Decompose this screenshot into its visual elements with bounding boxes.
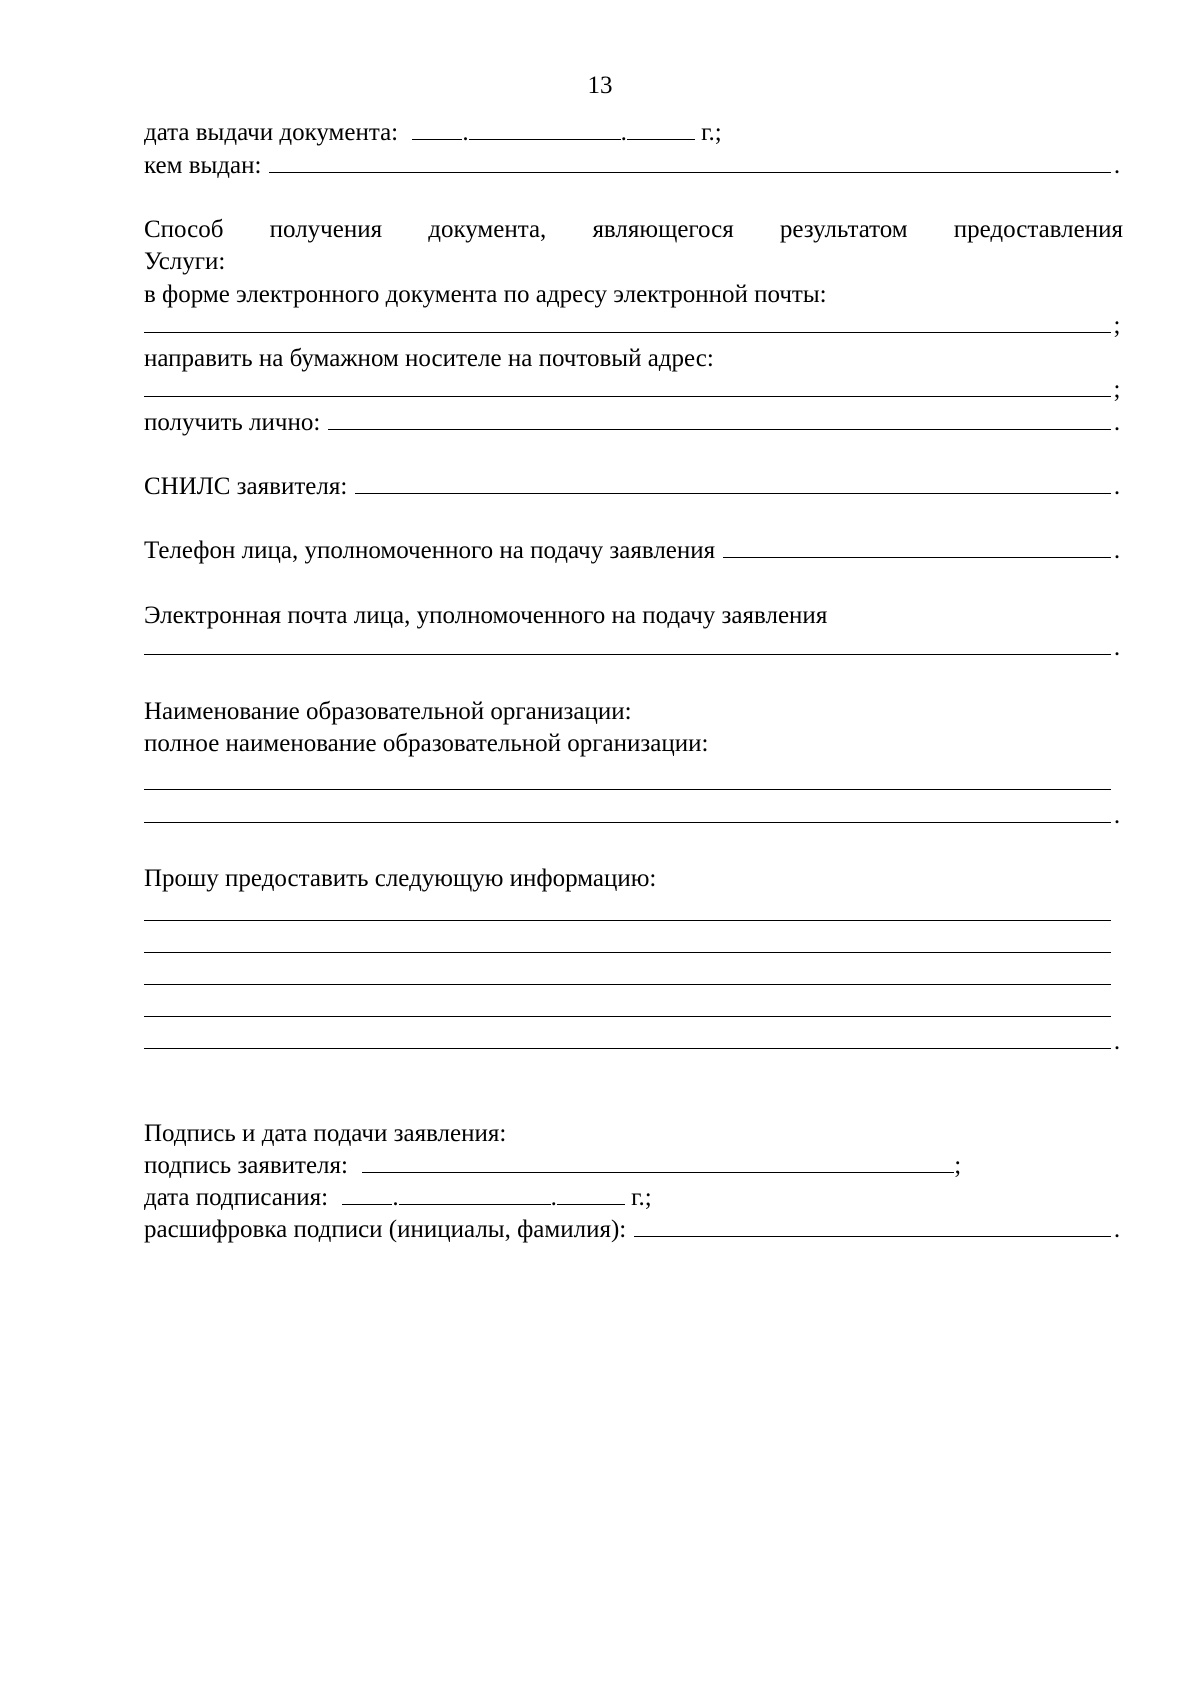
issued-by-field[interactable] [269, 150, 1111, 173]
personal-delivery-line: получить лично: . [144, 407, 1123, 439]
sign-date-suffix: г.; [631, 1184, 652, 1211]
signature-decode-field[interactable] [634, 1214, 1111, 1237]
snils-label: СНИЛС заявителя: [144, 473, 348, 500]
org-name-line-2: . [144, 800, 1123, 832]
issue-month-field[interactable] [469, 117, 621, 140]
org-full-label: полное наименование образовательной организации: [144, 730, 709, 757]
sign-day-field[interactable] [342, 1182, 392, 1205]
auth-email-field[interactable] [144, 632, 1111, 655]
auth-email-line: . [144, 632, 1123, 664]
org-heading: Наименование образовательной организации: [144, 698, 632, 725]
auth-email-label: Электронная почта лица, уполномоченного на подачу заявления [144, 602, 828, 629]
request-label: Прошу предоставить следующую информацию: [144, 865, 657, 892]
request-line-2 [144, 930, 1123, 962]
request-field-2[interactable] [144, 930, 1111, 953]
email-delivery-field[interactable] [144, 310, 1111, 333]
issue-date-label: дата выдачи документа: [144, 119, 399, 146]
snils-line: СНИЛС заявителя: . [144, 471, 1123, 503]
paper-delivery-label: направить на бумажном носителе на почтовый адрес: [144, 345, 714, 372]
delivery-heading: Способ получения документа, являющегося результатом предоставления [144, 216, 1123, 243]
request-line-3 [144, 962, 1123, 994]
issued-by-label: кем выдан: [144, 152, 262, 179]
delivery-heading-cont: Услуги: [144, 248, 226, 275]
email-delivery-label: в форме электронного документа по адресу электронной почты: [144, 281, 827, 308]
signature-decode-line: расшифровка подписи (инициалы, фамилия): . [144, 1214, 1123, 1246]
request-line-5: . [144, 1026, 1123, 1058]
request-field-1[interactable] [144, 898, 1111, 921]
personal-delivery-label: получить лично: [144, 409, 321, 436]
personal-delivery-field[interactable] [328, 407, 1111, 430]
sign-date-label: дата подписания: [144, 1184, 329, 1211]
org-name-field-2[interactable] [144, 800, 1111, 823]
org-name-field-1[interactable] [144, 767, 1111, 790]
request-field-5[interactable] [144, 1026, 1111, 1049]
org-name-line-1 [144, 767, 1123, 799]
snils-field[interactable] [355, 471, 1111, 494]
signature-label: подпись заявителя: [144, 1152, 348, 1179]
signature-field[interactable] [362, 1150, 954, 1173]
issue-date-line: дата выдачи документа: . . г.; [144, 119, 722, 146]
signature-line: подпись заявителя: ; [144, 1152, 962, 1179]
request-field-4[interactable] [144, 994, 1111, 1017]
issue-day-field[interactable] [412, 117, 462, 140]
page-number: 13 [587, 72, 613, 99]
request-line-1 [144, 898, 1123, 930]
sign-month-field[interactable] [399, 1182, 551, 1205]
phone-line: Телефон лица, уполномоченного на подачу заявления . [144, 535, 1123, 567]
phone-field[interactable] [723, 535, 1111, 558]
request-field-3[interactable] [144, 962, 1111, 985]
phone-label: Телефон лица, уполномоченного на подачу заявления [144, 537, 716, 564]
email-delivery-line: ; [144, 310, 1123, 342]
postal-address-field[interactable] [144, 374, 1111, 397]
sign-year-field[interactable] [557, 1182, 625, 1205]
issue-date-suffix: г.; [701, 119, 722, 146]
paper-delivery-line: ; [144, 374, 1123, 406]
signature-heading: Подпись и дата подачи заявления: [144, 1120, 507, 1147]
signature-decode-label: расшифровка подписи (инициалы, фамилия): [144, 1216, 627, 1243]
issued-by-line: кем выдан: . [144, 150, 1123, 182]
request-line-4 [144, 994, 1123, 1026]
issue-year-field[interactable] [627, 117, 695, 140]
sign-date-line: дата подписания: . . г.; [144, 1184, 652, 1211]
